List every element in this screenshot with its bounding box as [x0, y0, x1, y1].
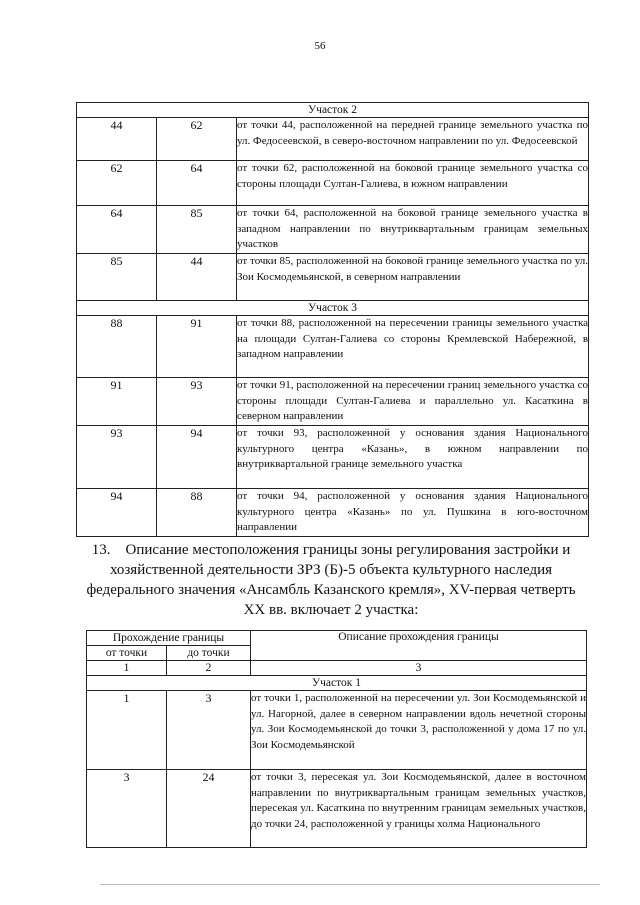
to-point-cell: 94 — [157, 426, 237, 489]
description-cell: от точки 88, расположенной на пересечении границы земельного участка на площади Султан-Галиева со стороны Кремлевской Набережной, в западном направлении — [237, 316, 589, 378]
from-point-cell: 88 — [77, 316, 157, 378]
to-point-cell: 3 — [167, 691, 251, 770]
to-point-cell: 88 — [157, 489, 237, 537]
description-cell: от точки 44, расположенной на передней границе земельного участка по ул. Федосеевской, в северо-восточном направлении по ул. Федосеевской — [237, 118, 589, 161]
to-point-cell: 91 — [157, 316, 237, 378]
section-header-row — [77, 103, 589, 118]
boundary-table-1 — [76, 102, 589, 537]
table-row — [77, 316, 589, 378]
from-point-cell: 91 — [77, 378, 157, 426]
page-bottom-divider — [100, 884, 600, 885]
from-point-header: от точки — [87, 646, 167, 661]
description-cell: от точки 94, расположенной у основания здания Национального культурного центра «Казань» по ул. Пушкина в юго-восточном направлении — [237, 489, 589, 537]
section-title: Участок 1 — [87, 676, 587, 691]
from-point-cell: 94 — [77, 489, 157, 537]
from-point-cell: 44 — [77, 118, 157, 161]
table-row — [77, 118, 589, 161]
description-cell: от точки 64, расположенной на боковой границе земельного участка в западном направлении по внутриквартальным границам земельных участков — [237, 206, 589, 254]
from-point-cell: 85 — [77, 254, 157, 301]
table-row — [77, 254, 589, 301]
from-point-cell: 62 — [77, 161, 157, 206]
boundary-table-2 — [86, 630, 587, 848]
table-row — [87, 770, 587, 848]
section-header-row — [77, 301, 589, 316]
passage-header: Прохождение границы — [87, 631, 251, 646]
to-point-cell: 64 — [157, 161, 237, 206]
to-point-cell: 85 — [157, 206, 237, 254]
description-cell: от точки 3, пересекая ул. Зои Космодемьянской, далее в восточном направлении по внутриквартальным границам земельных участков, пересекая ул. Касаткина по внутренним границам земельных участков, до точки 24, расположенной у границы холма Национального — [251, 770, 587, 848]
section-title: Участок 3 — [77, 301, 589, 316]
description-cell: от точки 91, расположенной на пересечении границ земельного участка со стороны площади Султан-Галиева и параллельно ул. Касаткина в северном направлении — [237, 378, 589, 426]
to-point-cell: 62 — [157, 118, 237, 161]
description-cell: от точки 62, расположенной на боковой границе земельного участка со стороны площади Султан-Галиева, в южном направлении — [237, 161, 589, 206]
description-cell: от точки 1, расположенной на пересечении ул. Зои Космодемьянской и ул. Нагорной, далее в северном направлении вдоль нечетной стороны ул. Зои Космодемьянской до точки 3, расположенной у дома 17 по ул. Зои Космодемьянской — [251, 691, 587, 770]
from-point-cell: 64 — [77, 206, 157, 254]
from-point-cell: 3 — [87, 770, 167, 848]
section-title: Участок 2 — [77, 103, 589, 118]
section-header-row — [87, 676, 587, 691]
table-row — [77, 161, 589, 206]
column-number: 2 — [167, 661, 251, 676]
description-cell: от точки 85, расположенной на боковой границе земельного участка по ул. Зои Космодемьянской, в северном направлении — [237, 254, 589, 301]
table-row — [77, 489, 589, 537]
column-number: 1 — [87, 661, 167, 676]
column-number: 3 — [251, 661, 587, 676]
to-point-cell: 93 — [157, 378, 237, 426]
to-point-cell: 44 — [157, 254, 237, 301]
to-point-cell: 24 — [167, 770, 251, 848]
section-heading-text: Описание местоположения границы зоны регулирования застройки и хозяйственной деятельности ЗРЗ (Б)-5 объекта культурного наследия федерального значения «Ансамбль Казанского кремля», XV-первая четверть XX вв. включает 2 участка: — [86, 542, 576, 618]
description-cell: от точки 93, расположенной у основания здания Национального культурного центра «Казань», в южном направлении по внутриквартальной границе земельного участка — [237, 426, 589, 489]
to-point-header: до точки — [167, 646, 251, 661]
table-row — [77, 378, 589, 426]
section-number: 13. — [91, 542, 111, 558]
description-header: Описание прохождения границы — [251, 631, 587, 661]
from-point-cell: 93 — [77, 426, 157, 489]
section-13-heading — [76, 540, 586, 620]
table-row — [87, 691, 587, 770]
table-header-row — [87, 631, 587, 646]
table-row — [77, 206, 589, 254]
from-point-cell: 1 — [87, 691, 167, 770]
column-number-row — [87, 661, 587, 676]
page-number: 56 — [314, 40, 326, 52]
table-row — [77, 426, 589, 489]
